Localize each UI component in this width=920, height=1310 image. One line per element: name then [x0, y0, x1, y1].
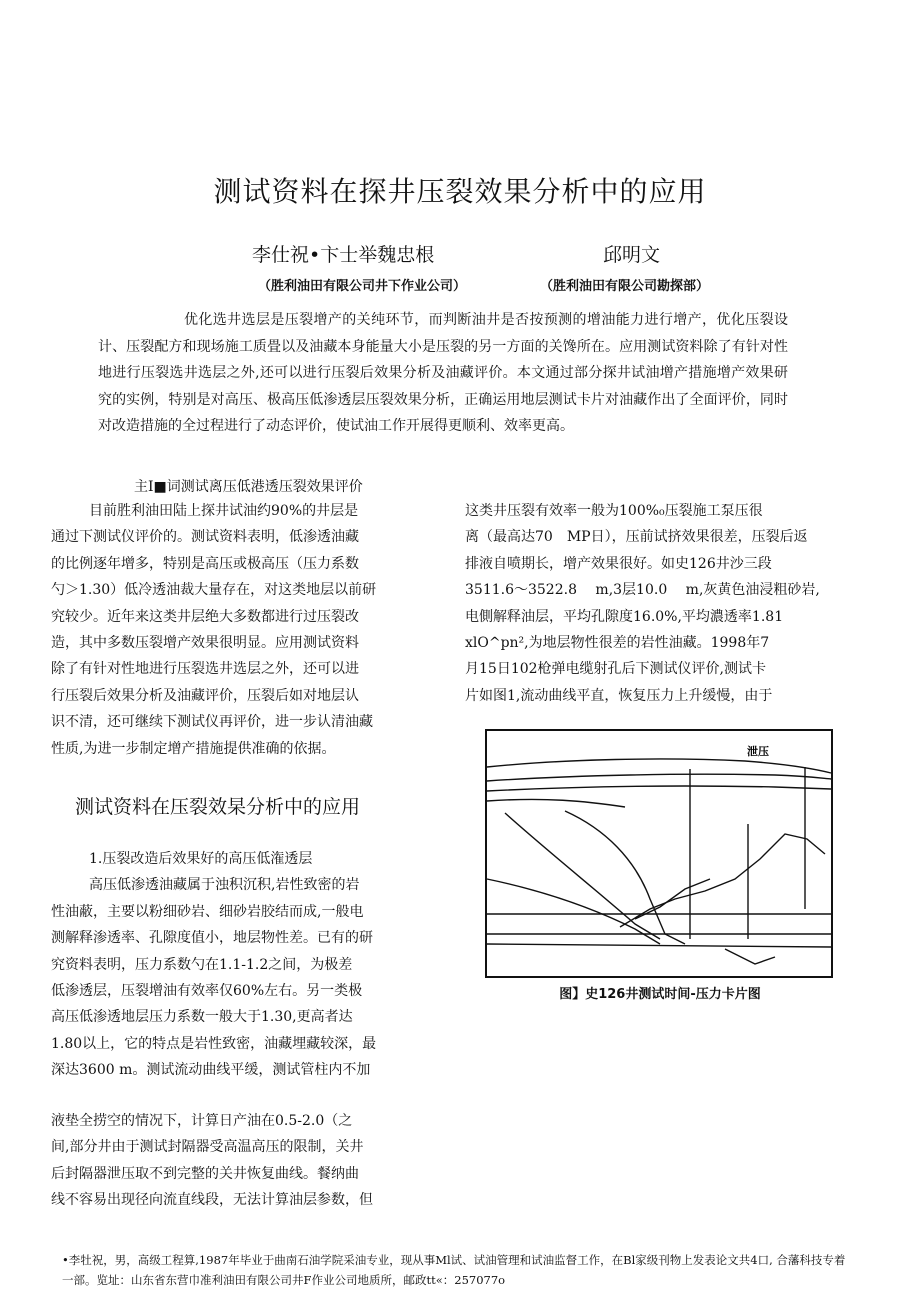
subheading: 1.压裂改造后效果好的高压低潅透层 [89, 851, 313, 867]
figure-caption: 图】史126井测试时间-压力卡片图 [559, 987, 761, 1002]
text-line: 高压低渗透地层压力系数一般大于1.30,更高者达 [51, 1009, 353, 1026]
pressure-card-figure [485, 729, 833, 978]
abstract-text: 优化选井选层是压裂增产的关纯环节，而判断油井是否按预测的增油能力进行增产，优化压裂设计、压裂配方和现场施工质畳以及油藏本身能量大小是压裂的另一方面的关馋所在。应用测试资料除了有针对性地进行压裂选井选层之外,还可以进行压裂后效果分析及油藏评价。本文通过部分探井试油增产措施增产效果研究的实例，特别是对高压、极高压低渗透层压裂效果分析，正确运用地层测试卡片对油藏作出了全面评价，同时对改造措施的全过程进行了动态评价，使试油工作开展得更顺利、效率更高。 [98, 312, 788, 434]
text-line: 液垫全捞空的情况下，计算日产油在0.5-2.0（之 [51, 1113, 353, 1129]
text-line: 的比例逐年增多，特别是高压或极高压（压力系数 [51, 555, 359, 572]
left-column-section [51, 846, 416, 1084]
authors-primary: 李仕祝•卞士举魏忠根 [252, 244, 435, 266]
keywords: 主I■词测试离压低港透压裂效果评价 [134, 479, 363, 495]
affiliation-secondary: （胜利油田有限公司勘探部） [540, 279, 710, 294]
text-line: 通过下测试仪评价的。测试资料表明，低渗透油藏 [51, 529, 359, 546]
text-line: 除了有针对性地进行压裂选井选层之外，还可以进 [51, 661, 359, 678]
text-line: 识不清，还可继续下测试仪再评价，进一步认清油藏 [51, 714, 373, 731]
author-secondary: 邱明文 [603, 244, 661, 266]
text-line: 间,部分井由于测试封隔器受高温高压的限制，关井 [51, 1139, 364, 1156]
text-line: 月15日102枪弹电缆射孔后下测试仪评价,测试卡 [465, 661, 766, 678]
section-heading: 测试资料在压裂效杲分析中的应用 [75, 796, 361, 818]
text-line: 勺＞1.30）低冷透油裁大量存在，对这类地层以前研 [51, 582, 377, 599]
text-line: 测解释渗透率、孔隙度值小，地层物性差。已有的研 [51, 930, 373, 947]
figure-label: 泄压 [747, 745, 769, 758]
left-column-continued [51, 1108, 416, 1214]
text-line: 高压低渗透油藏属于浊积沉积,岩性致密的岩 [89, 877, 360, 894]
text-line: 后封隔器泄压取不到完整的关井恢复曲线。餐纳曲 [51, 1165, 359, 1182]
text-line: 电側解释油层，平均孔隙度16.0%,平均濃透率1.81 [465, 608, 784, 625]
affiliation-primary: （胜利油田有限公司井下作业公司） [258, 279, 467, 294]
text-line: 离（最高达70 MP日），压前试挤效果很差，压裂后返 [465, 529, 808, 546]
text-line: 性油蔽，主要以粉细砂岩、细砂岩胶结而成,一般电 [51, 903, 364, 920]
text-line: 究较少。近年来这类井层绝大多数都进行过压裂改 [51, 608, 359, 625]
text-line: 究资料表明，压力系数勺在1.1-1.2之间，为极差 [51, 956, 353, 973]
text-line: 这类井压裂有效率一般为100%₀压裂施工泵压很 [465, 503, 763, 519]
text-line: 低渗透层，压裂增油有效率仅60%左右。另一类极 [51, 983, 363, 1000]
text-line: 片如图1,流动曲线平直，恢复压力上升缓慢，由于 [465, 687, 773, 704]
text-line: 排液自喷期长，增产效果很好。如史126井沙三段 [465, 555, 772, 572]
text-line: 线不容易出现径向流直线段，无法计算油层参数，但 [51, 1192, 373, 1209]
text-line: 目前胜利油田陆上探井试油约90%的井层是 [89, 503, 359, 519]
text-line: 行压裂后效果分析及油藏评价，压裂后如对地层认 [51, 687, 359, 704]
text-line: xlO^pn²,为地层物性很差的岩性油藏。1998年7 [465, 635, 770, 652]
paper-title: 测试资料在探井压裂效果分析中的应用 [213, 175, 707, 208]
figure-frame [486, 730, 832, 977]
text-line: 深达3600 m。测试流动曲线平缓，测试管柱内不加 [51, 1062, 371, 1079]
text-line: 性质,为进一步制定增产措施提供准确的依据。 [51, 740, 336, 757]
text-line: 造，其中多数压裂增产效果很明显。应用测试资料 [51, 635, 359, 652]
left-column-intro [51, 498, 416, 762]
abstract [98, 307, 788, 440]
right-column [465, 498, 857, 709]
text-line: 1.80以上，它的特点是岩性致密，油藏埋藏较深，最 [51, 1035, 377, 1052]
footnote: •李牡祝，男，高级工程算,1987年毕业于曲南石油学院采油专业，现从事Ml试、试油管理和试油监督工作，在Bl家级刊物上发表论文共4口, 合藩科技专着一部。览址：山东省东营巾准利油田有限公司井F作业公司地质所，邮政tt«：257077o [62, 1253, 846, 1287]
text-line: 3511.6～3522.8 m,3层10.0 m,灰黄色油浸粗砂岩, [465, 582, 820, 599]
